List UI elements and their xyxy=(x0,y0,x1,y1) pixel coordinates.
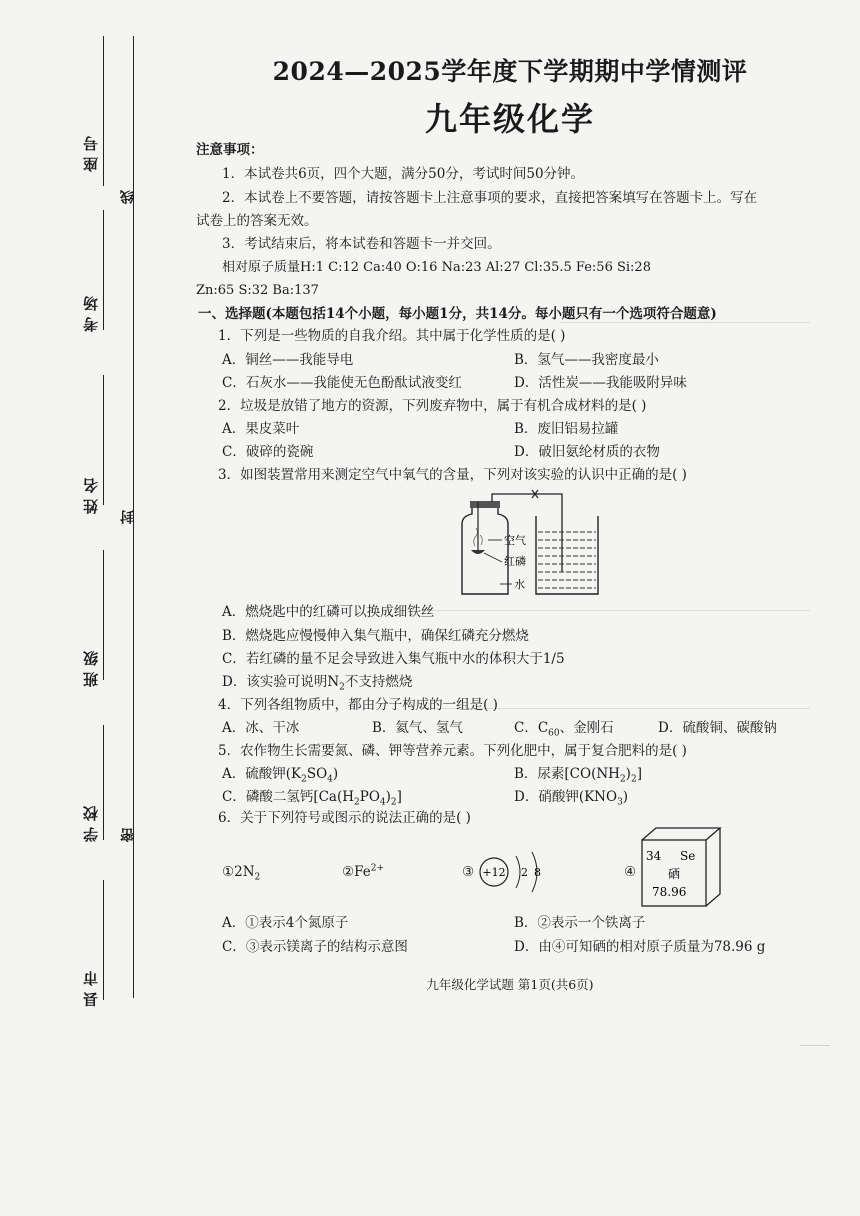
q6-sym2-text: ②Fe xyxy=(342,864,371,880)
atomic-mass-line-2: Zn:65 S:32 Ba:137 xyxy=(196,283,319,298)
q6-symbol-2 xyxy=(342,862,384,882)
exam-title: 2024—2025学年度下学期期中学情测评 xyxy=(272,57,748,86)
q6-sym1-sub: 2 xyxy=(254,872,261,883)
q4-option-c xyxy=(514,718,614,738)
label-school: 学校 xyxy=(82,800,100,842)
q5-d-end: ) xyxy=(622,789,629,805)
q6-option-c: C．③表示镁离子的结构示意图 xyxy=(222,939,408,955)
q4-c-text: C．C xyxy=(514,720,549,736)
q3-stem: 3．如图装置常用来测定空气中氧气的含量，下列对该实验的认识中正确的是( ) xyxy=(218,467,687,483)
q6-stem: 6．关于下列符号或图示的说法正确的是( ) xyxy=(218,810,471,826)
q3-d-sub: 2 xyxy=(339,682,345,693)
q5-d-sub: 3 xyxy=(617,797,623,808)
q6-symbol-4-label: ④ xyxy=(624,864,637,880)
q5-a-mid: SO xyxy=(306,766,328,782)
notice-item-3: 3．考试结束后，将本试卷和答题卡一并交回。 xyxy=(222,236,501,252)
q1-option-a: A．铜丝——我能导电 xyxy=(222,352,354,368)
periodic-table-cell xyxy=(640,826,724,908)
q4-stem: 4．下列各组物质中，都由分子构成的一组是( ) xyxy=(218,697,498,713)
q3-option-b: B．燃烧匙应慢慢伸入集气瓶中，确保红磷充分燃烧 xyxy=(222,628,529,644)
q2-option-d: D．破旧氨纶材质的衣物 xyxy=(514,444,660,460)
q3-d-text: D．该实验可说明N xyxy=(222,674,340,690)
q6-sym1-text: ①2N xyxy=(222,864,255,880)
exam-room-blank xyxy=(103,210,104,330)
exam-subject: 九年级化学 xyxy=(424,100,595,138)
q2-option-a: A．果皮菜叶 xyxy=(222,421,300,437)
q5-a-sub2: 4 xyxy=(327,774,333,785)
element-symbol: Se xyxy=(680,849,696,863)
q6-symbol-1 xyxy=(222,862,260,882)
name-blank xyxy=(103,375,104,505)
q1-option-c: C．石灰水——我能使无色酚酞试液变红 xyxy=(222,375,462,391)
fig-label-water: 水 xyxy=(514,578,525,591)
q5-c-post: ) xyxy=(385,789,391,805)
fig-label-red-phosphorus: 红磷 xyxy=(504,555,526,568)
q5-stem: 5．农作物生长需要氮、磷、钾等营养元素。下列化肥中，属于复合肥料的是( ) xyxy=(218,743,687,759)
label-county-city: 县市 xyxy=(82,965,100,1007)
q5-c-sub3: 2 xyxy=(390,797,397,808)
q4-c-text-end: 、金刚石 xyxy=(559,720,614,736)
q5-c-sub1: 2 xyxy=(354,797,360,808)
q1-option-d: D．活性炭——我能吸附异味 xyxy=(514,375,687,391)
q2-option-b: B．废旧铝易拉罐 xyxy=(514,421,619,437)
notice-item-1: 1．本试卷共6页，四个大题，满分50分，考试时间50分钟。 xyxy=(222,166,585,182)
fig-label-air: 空气 xyxy=(504,534,526,547)
q5-option-b xyxy=(514,764,642,784)
element-name: 硒 xyxy=(668,867,681,881)
school-blank xyxy=(103,725,104,840)
q5-b-end: ] xyxy=(636,766,642,782)
section-heading: 一、选择题(本题包括14个小题，每小题1分，共14分。每小题只有一个选项符合题意) xyxy=(198,306,717,322)
q5-a-text: A．硫酸钾(K xyxy=(222,766,302,782)
q1-option-b: B．氢气——我密度最小 xyxy=(514,352,659,368)
notice-heading: 注意事项： xyxy=(196,142,264,158)
q5-b-sub1: 2 xyxy=(619,774,626,785)
q5-d-text: D．硝酸钾(KNO xyxy=(514,789,618,805)
q6-sym2-sup: 2+ xyxy=(370,863,385,874)
atomic-mass-line-1: 相对原子质量H:1 C:12 Ca:40 O:16 Na:23 Al:27 Cl:35.5 Fe:56 Si:28 xyxy=(222,260,651,275)
q3-apparatus-figure xyxy=(440,490,640,598)
notice-item-2-cont: 试卷上的答案无效。 xyxy=(196,213,318,229)
label-class: 班级 xyxy=(82,645,100,687)
q5-b-text: B．尿素[CO(NH xyxy=(514,766,620,782)
label-name: 姓名 xyxy=(82,472,100,514)
class-blank xyxy=(103,550,104,680)
q5-c-mid: PO xyxy=(359,789,380,805)
atomic-mass: 78.96 xyxy=(652,885,687,899)
q4-option-d: D．硫酸铜、碳酸钠 xyxy=(658,720,777,736)
seal-mark-secret: 密 xyxy=(120,828,136,842)
q3-option-a: A．燃烧匙中的红磷可以换成细铁丝 xyxy=(222,604,435,620)
q5-a-end: ) xyxy=(332,766,339,782)
notice-item-2: 2．本试卷上不要答题，请按答题卡上注意事项的要求，直接把答案填写在答题卡上。写在 xyxy=(222,190,758,206)
q1-stem: 1．下列是一些物质的自我介绍。其中属于化学性质的是( ) xyxy=(218,328,566,344)
q5-a-sub1: 2 xyxy=(301,774,307,785)
q4-option-b: B．氦气、氢气 xyxy=(372,720,463,736)
atomic-number: 34 xyxy=(646,849,662,863)
q5-c-end: ] xyxy=(396,789,402,805)
atom-structure-diagram xyxy=(476,842,566,902)
shell-1-electrons: 2 xyxy=(521,866,528,879)
page-footer: 九年级化学试题 第1页(共6页) xyxy=(426,977,594,992)
q5-c-sub2: 4 xyxy=(379,797,386,808)
q3-d-text-end: 不支持燃烧 xyxy=(344,674,413,690)
q6-symbol-3-label: ③ xyxy=(462,864,475,880)
label-seat-number: 座号 xyxy=(82,130,100,172)
q5-option-a xyxy=(222,764,338,784)
q3-option-c: C．若红磷的量不足会导致进入集气瓶中水的体积大于1/5 xyxy=(222,651,565,667)
q5-option-d xyxy=(514,787,628,807)
q5-b-sub2: 2 xyxy=(630,774,637,785)
q2-stem: 2．垃圾是放错了地方的资源，下列废弃物中，属于有机合成材料的是( ) xyxy=(218,398,647,414)
q5-b-mid: ) xyxy=(625,766,631,782)
nucleus-charge: +12 xyxy=(482,866,506,879)
q5-option-c xyxy=(222,787,402,807)
q4-option-a: A．冰、干冰 xyxy=(222,720,300,736)
q2-option-c: C．破碎的瓷碗 xyxy=(222,444,314,460)
seat-number-blank xyxy=(103,36,104,186)
q4-c-sub: 60 xyxy=(548,728,560,739)
county-city-blank xyxy=(103,880,104,1000)
seal-mark-line: 线 xyxy=(120,190,136,204)
q6-option-b: B．②表示一个铁离子 xyxy=(514,915,646,931)
q5-c-text: C．磷酸二氢钙[Ca(H xyxy=(222,789,355,805)
q6-option-a: A．①表示4个氮原子 xyxy=(222,915,349,931)
q6-option-d: D．由④可知硒的相对原子质量为78.96 g xyxy=(514,939,766,955)
q3-option-d xyxy=(222,672,412,692)
seal-mark-seal: 封 xyxy=(120,510,136,524)
shell-2-electrons: 8 xyxy=(534,866,541,879)
label-exam-room: 考场 xyxy=(82,290,100,332)
